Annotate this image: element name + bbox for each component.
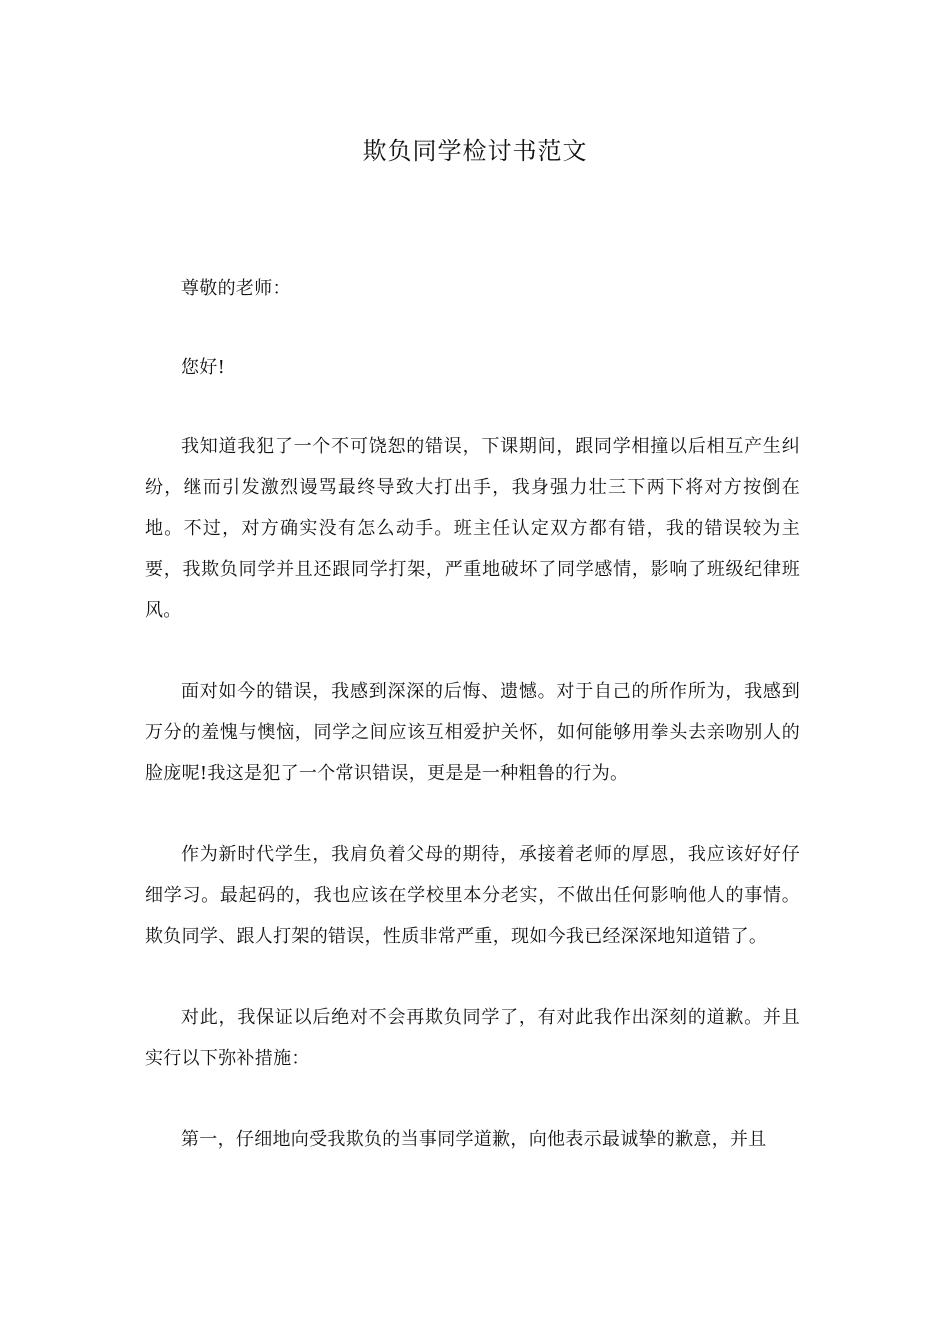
paragraph-measure-one: 第一，仔细地向受我欺负的当事同学道歉，向他表示最诚挚的歉意，并且 (181, 1129, 767, 1150)
paragraph-promise: 对此，我保证以后绝对不会再欺负同学了，有对此我作出深刻的道歉。并且实行以下弥补措施： (145, 1007, 800, 1069)
paragraph-incident: 我知道我犯了一个不可饶恕的错误，下课期间，跟同学相撞以后相互产生纠纷，继而引发激烈谩骂最终导致大打出手，我身强力壮三下两下将对方按倒在地。不过，对方确实没有怎么动手。班主任认定双方都有错，我的错误较为主要，我欺负同学并且还跟同学打架，严重地破坏了同学感情，影响了班级纪律班风。 (145, 436, 800, 621)
greeting: 您好! (181, 357, 226, 378)
document-title: 欺负同学检讨书范文 (362, 137, 588, 165)
paragraph-responsibility: 作为新时代学生，我肩负着父母的期待，承接着老师的厚恩，我应该好好仔细学习。最起码的，我也应该在学校里本分老实，不做出任何影响他人的事情。欺负同学、跟人打架的错误，性质非常严重，现如今我已经深深地知道错了。 (145, 844, 800, 947)
salutation: 尊敬的老师： (181, 278, 291, 299)
paragraph-regret: 面对如今的错误，我感到深深的后悔、遗憾。对于自己的所作所为，我感到万分的羞愧与懊恼，同学之间应该互相爱护关怀，如何能够用拳头去亲吻别人的脸庞呢!我这是犯了一个常识错误，更是是一种粗鲁的行为。 (145, 681, 800, 784)
document-body (145, 268, 800, 1200)
